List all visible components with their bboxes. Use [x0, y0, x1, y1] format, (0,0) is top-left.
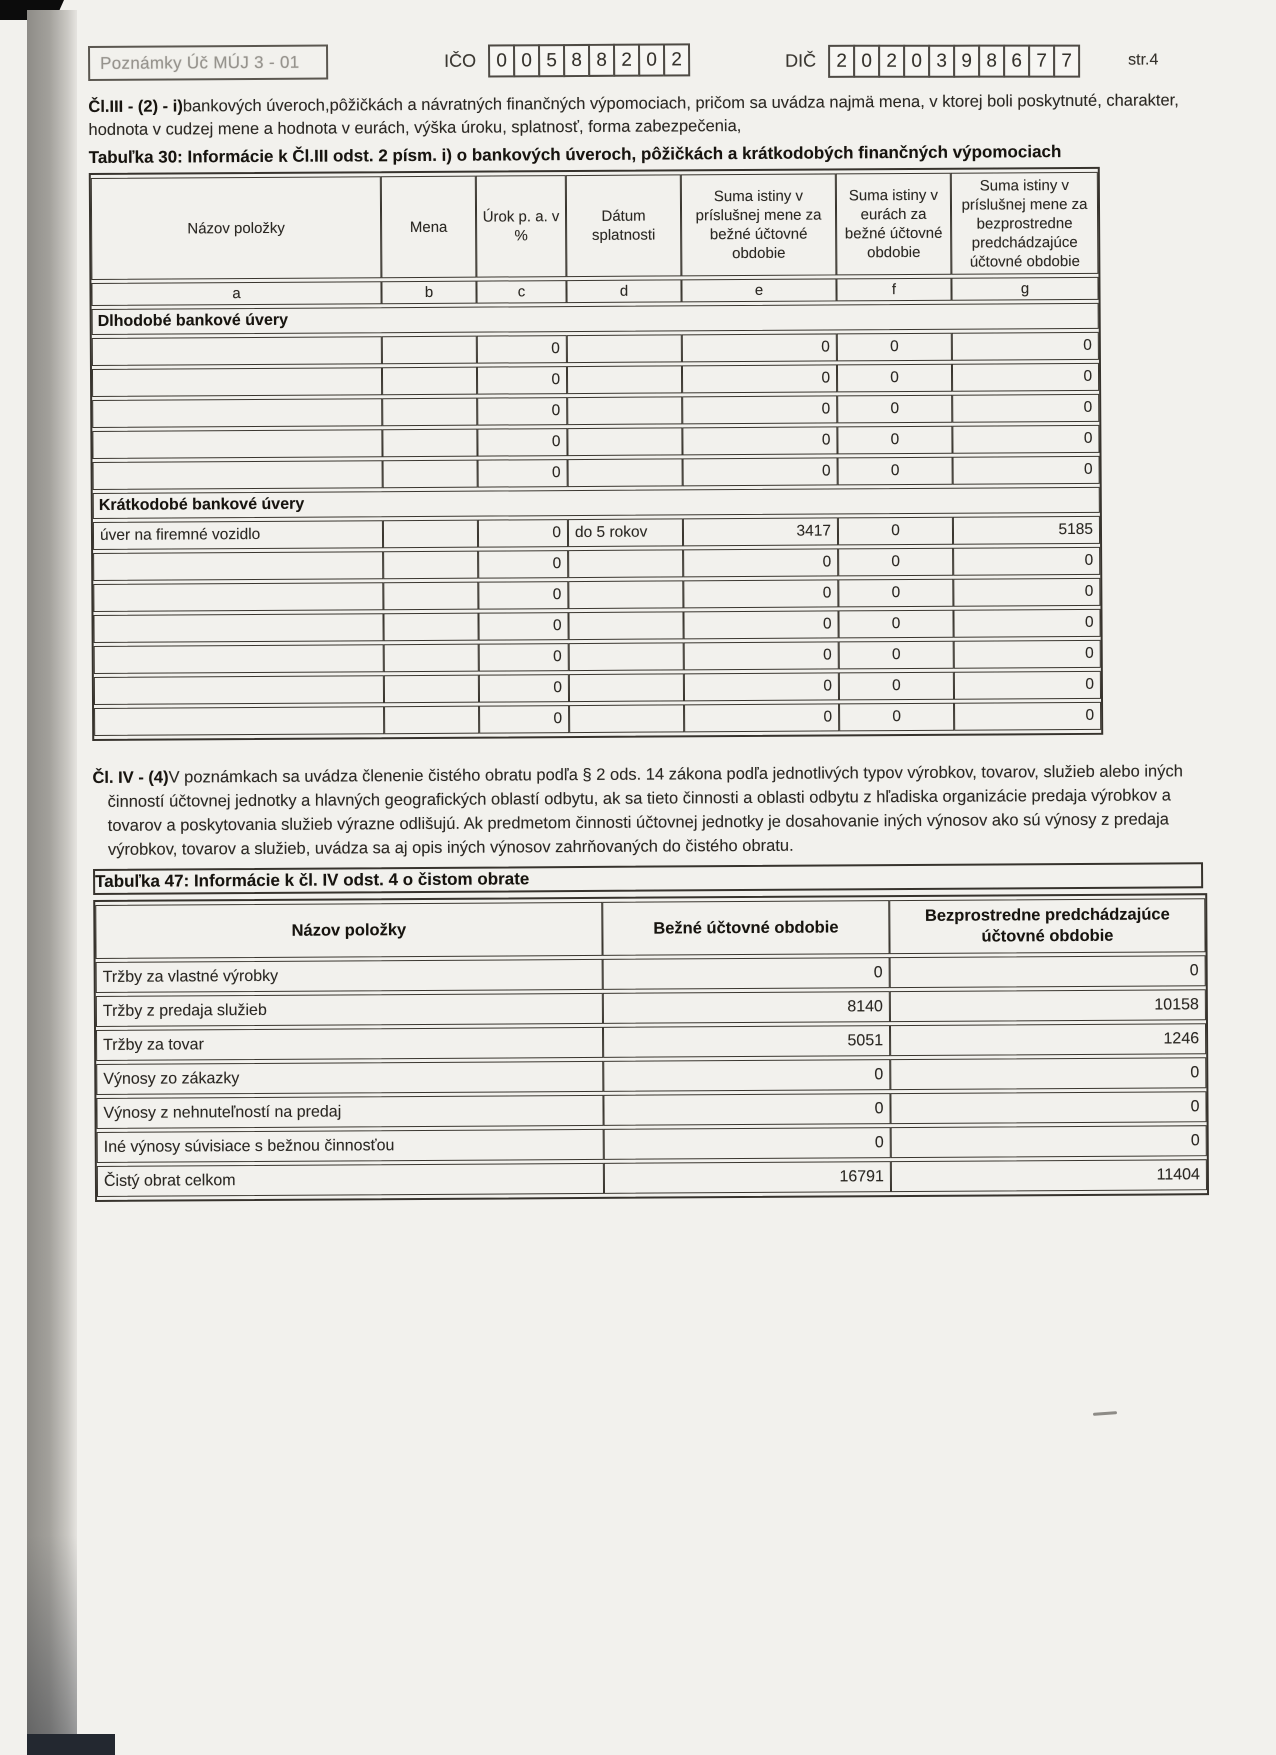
- document-page: [88, 39, 1207, 1202]
- col-header-previous-period: Bezprostredne predchádzajúce účtovné obdobie: [889, 898, 1205, 954]
- cell-e: 0: [682, 333, 837, 362]
- cell-c: 0: [479, 705, 569, 734]
- col-header-principal-eur: Suma istiny v eurách za bežné účtovné obdobie: [836, 173, 952, 276]
- col-header-currency: Mena: [381, 176, 477, 279]
- table-row: [94, 702, 1101, 736]
- cell-name: Iné výnosy súvisiace s bežnou činnosťou: [97, 1129, 604, 1163]
- cell-c: 0: [478, 550, 568, 579]
- letter-cell: c: [476, 280, 566, 304]
- dic-digit: 0: [853, 45, 880, 78]
- cell-d: [568, 549, 683, 578]
- ico-digit: 8: [588, 44, 615, 77]
- table47-title: Tabuľka 47: Informácie k čl. IV odst. 4 o čistom obrate: [93, 862, 1203, 895]
- cell-e: 0: [683, 457, 838, 486]
- cell-g: 5185: [953, 516, 1100, 545]
- cell-g: 0: [954, 640, 1101, 669]
- ico-digit: 0: [513, 44, 540, 77]
- cell-current: 16791: [604, 1161, 891, 1194]
- cell-d: [569, 673, 684, 702]
- cell-current: 8140: [603, 991, 890, 1024]
- table-row-vehicle-loan: [93, 516, 1100, 550]
- cell-c: 0: [477, 397, 567, 426]
- table-row: [93, 578, 1100, 612]
- cell-a: [92, 398, 382, 428]
- table-row: [94, 671, 1101, 705]
- section-label: Dlhodobé bankové úvery: [92, 303, 1099, 335]
- cell-name: Výnosy zo zákazky: [96, 1061, 603, 1095]
- cell-f: 0: [839, 672, 954, 701]
- cell-e: 0: [682, 364, 837, 393]
- cell-a: [93, 582, 383, 612]
- cell-b: [383, 551, 478, 580]
- cell-a: [93, 613, 383, 643]
- cell-c: 0: [479, 643, 569, 672]
- col-header-due-date: Dátum splatnosti: [566, 174, 682, 277]
- ico-label: IČO: [444, 50, 477, 71]
- cell-b: [383, 460, 478, 489]
- ico-digit: 0: [638, 43, 665, 76]
- cell-current: 5051: [603, 1025, 890, 1058]
- form-code-label: Poznámky Úč MÚJ 3 - 01: [100, 52, 300, 73]
- letter-cell: g: [951, 277, 1098, 301]
- cell-b: [382, 336, 477, 365]
- table47-header: [95, 898, 1205, 959]
- cell-previous: 0: [890, 1091, 1206, 1124]
- table-row-own-products: [96, 955, 1206, 993]
- cell-e: 0: [684, 641, 839, 670]
- page-number: str.4: [1128, 51, 1159, 69]
- cell-b: [382, 398, 477, 427]
- cell-name: Výnosy z nehnuteľností na predaj: [96, 1095, 603, 1129]
- cell-previous: 10158: [890, 989, 1206, 1022]
- cell-c: 0: [478, 519, 568, 548]
- cell-d: [568, 580, 683, 609]
- table30-title: Tabuľka 30: Informácie k Čl.III odst. 2 písm. i) o bankových úveroch, pôžičkách a krátkodobých finančných výpomociach: [88, 142, 1062, 167]
- cell-f: 0: [837, 395, 952, 424]
- cell-b: [383, 582, 478, 611]
- table-row: [92, 332, 1099, 366]
- cell-name: Tržby z predaja služieb: [96, 993, 603, 1027]
- col-header-principal-previous: Suma istiny v príslušnej mene za bezprostredne predchádzajúce účtovné obdobie: [951, 172, 1099, 275]
- cell-g: 0: [953, 578, 1100, 607]
- document-header: [88, 39, 1200, 86]
- cell-b: [382, 429, 477, 458]
- table30-header: [91, 172, 1099, 306]
- table-row-goods: [96, 1023, 1206, 1061]
- section-label: Krátkodobé bankové úvery: [93, 487, 1100, 519]
- table30-header-row: [91, 172, 1099, 280]
- dic-digit: 2: [878, 45, 905, 78]
- cell-current: 0: [603, 957, 890, 990]
- cell-g: 0: [953, 547, 1100, 576]
- table47-net-turnover: [93, 893, 1209, 1202]
- table-row-real-estate: [96, 1091, 1206, 1129]
- scan-dash-mark: [1093, 1411, 1117, 1416]
- dic-digit: 0: [903, 45, 930, 78]
- intro-lead: Čl.III - (2) - i): [88, 97, 183, 116]
- cell-a: úver na firemné vozidlo: [93, 520, 383, 550]
- table-row: [92, 394, 1099, 428]
- table30-bank-loans: [89, 167, 1103, 741]
- cell-g: 0: [954, 671, 1101, 700]
- cell-f: 0: [837, 333, 952, 362]
- col-header-item-name: Názov položky: [91, 176, 382, 280]
- cell-current: 0: [604, 1127, 891, 1160]
- cell-b: [383, 613, 478, 642]
- cell-d: [567, 427, 682, 456]
- cell-f: 0: [838, 517, 953, 546]
- cell-b: [384, 706, 479, 735]
- cell-g: 0: [953, 456, 1100, 485]
- table-row-contract-revenue: [96, 1057, 1206, 1095]
- cell-b: [383, 520, 478, 549]
- table-row-services: [96, 989, 1206, 1027]
- letter-cell: f: [836, 278, 951, 302]
- table30-letter-row: [91, 277, 1098, 306]
- cell-a: [93, 551, 383, 581]
- table-row-other-revenue: [97, 1125, 1207, 1163]
- cell-e: 0: [683, 579, 838, 608]
- col-header-interest: Úrok p. a. v %: [476, 175, 567, 278]
- cell-c: 0: [478, 459, 568, 488]
- cell-a: [93, 460, 383, 490]
- form-code-box: [88, 45, 328, 81]
- cell-c: 0: [478, 581, 568, 610]
- cell-f: 0: [838, 457, 953, 486]
- cell-current: 0: [603, 1059, 890, 1092]
- cell-b: [382, 367, 477, 396]
- cell-f: 0: [838, 579, 953, 608]
- cell-a: [94, 644, 384, 674]
- cell-g: 0: [952, 425, 1099, 454]
- letter-cell: d: [566, 279, 681, 303]
- letter-cell: b: [381, 281, 476, 305]
- cell-d: [567, 334, 682, 363]
- cell-a: [94, 675, 384, 705]
- table-row: [92, 425, 1099, 459]
- intro-paragraph: [88, 89, 1200, 142]
- cell-e: 0: [682, 395, 837, 424]
- cell-previous: 11404: [891, 1159, 1207, 1192]
- ico-digit: 8: [563, 44, 590, 77]
- ico-digit: 5: [538, 44, 565, 77]
- cell-previous: 0: [890, 1057, 1206, 1090]
- net-turnover-text: V poznámkach sa uvádza členenie čistého obratu podľa § 2 ods. 14 zákona podľa jednotlivých typov výrobkov, tovarov, služieb alebo iných činností účtovnej jednotky a hlavných geografických oblastí odbytu, ak sa tieto činnosti a oblasti odbytu z hľadiska organizácie predaja výrobkov a tovarov a poskytovania služieb výrazne odlišujú. Ak predmetom činnosti účtovnej jednotky je dosahovanie iných výnosov ako sú výnosy z predaja výrobkov, tovarov a služieb, uvádza sa aj opis iných výnosov zahrňovaných do čistého obratu.: [107, 762, 1183, 859]
- table-row: [93, 456, 1100, 490]
- cell-d: [568, 458, 683, 487]
- cell-a: [92, 367, 382, 397]
- cell-e: 0: [683, 548, 838, 577]
- cell-d: [568, 611, 683, 640]
- table-row: [93, 547, 1100, 581]
- dic-digit: 8: [978, 45, 1005, 78]
- dic-label: DIČ: [785, 50, 817, 71]
- cell-d: [569, 704, 684, 733]
- col-header-item-name: Názov položky: [95, 902, 602, 959]
- cell-d: [569, 642, 684, 671]
- cell-current: 0: [603, 1093, 890, 1126]
- cell-previous: 0: [890, 955, 1206, 988]
- cell-c: 0: [477, 366, 567, 395]
- cell-e: 0: [682, 426, 837, 455]
- net-turnover-lead: Čl. IV - (4): [92, 768, 169, 787]
- cell-f: 0: [838, 610, 953, 639]
- table47-header-row: [95, 898, 1205, 959]
- cell-f: 0: [837, 364, 952, 393]
- scan-bottom-strip: [27, 1734, 115, 1755]
- cell-f: 0: [839, 641, 954, 670]
- scan-edge-band: [27, 10, 77, 1755]
- table-row: [92, 363, 1099, 397]
- ico-digit: 2: [613, 44, 640, 77]
- cell-e: 0: [683, 610, 838, 639]
- cell-e: 3417: [683, 517, 838, 546]
- dic-digit: 9: [953, 45, 980, 78]
- cell-d: do 5 rokov: [568, 518, 683, 547]
- ico-digit-boxes: [490, 43, 690, 77]
- table-row-net-turnover-total: [97, 1159, 1207, 1197]
- cell-g: 0: [952, 394, 1099, 423]
- cell-name: Čistý obrat celkom: [97, 1163, 604, 1197]
- cell-previous: 0: [891, 1125, 1207, 1158]
- cell-c: 0: [479, 674, 569, 703]
- cell-g: 0: [952, 363, 1099, 392]
- cell-c: 0: [477, 428, 567, 457]
- cell-d: [567, 396, 682, 425]
- cell-g: 0: [952, 332, 1099, 361]
- cell-previous: 1246: [890, 1023, 1206, 1056]
- cell-f: 0: [838, 548, 953, 577]
- cell-c: 0: [478, 612, 568, 641]
- cell-a: [94, 706, 384, 736]
- intro-text: bankových úveroch,pôžičkách a návratných finančných výpomociach, pričom sa uvádza najmä mena, v ktorej boli poskytnuté, charakter, hodnota v cudzej mene a hodnota v eurách, výška úroku, splatnosť, forma zabezpečenia,: [88, 91, 1179, 139]
- dic-digit: 3: [928, 45, 955, 78]
- dic-digit: 6: [1003, 45, 1030, 78]
- net-turnover-paragraph: [92, 759, 1205, 862]
- dic-digit: 2: [828, 45, 855, 78]
- cell-g: 0: [953, 609, 1100, 638]
- table-row: [94, 640, 1101, 674]
- cell-b: [384, 644, 479, 673]
- cell-a: [92, 336, 382, 366]
- col-header-principal-current: Suma istiny v príslušnej mene za bežné účtovné obdobie: [681, 173, 837, 276]
- dic-digit: 7: [1028, 45, 1055, 78]
- cell-name: Tržby za tovar: [96, 1027, 603, 1061]
- dic-digit-boxes: [830, 45, 1080, 78]
- cell-g: 0: [954, 702, 1101, 731]
- cell-name: Tržby za vlastné výrobky: [96, 959, 603, 993]
- cell-f: 0: [837, 426, 952, 455]
- section-short-term-loans: [93, 487, 1100, 519]
- ico-digit: 2: [663, 43, 690, 76]
- ico-digit: 0: [488, 44, 515, 77]
- cell-a: [92, 429, 382, 459]
- letter-cell: a: [91, 281, 381, 306]
- col-header-current-period: Bežné účtovné obdobie: [602, 900, 889, 956]
- dic-digit: 7: [1053, 45, 1080, 78]
- cell-e: 0: [684, 672, 839, 701]
- letter-cell: e: [681, 278, 836, 302]
- cell-d: [567, 365, 682, 394]
- cell-c: 0: [477, 335, 567, 364]
- section-long-term-loans: [92, 303, 1099, 335]
- table-row: [93, 609, 1100, 643]
- cell-f: 0: [839, 703, 954, 732]
- cell-e: 0: [684, 703, 839, 732]
- cell-b: [384, 675, 479, 704]
